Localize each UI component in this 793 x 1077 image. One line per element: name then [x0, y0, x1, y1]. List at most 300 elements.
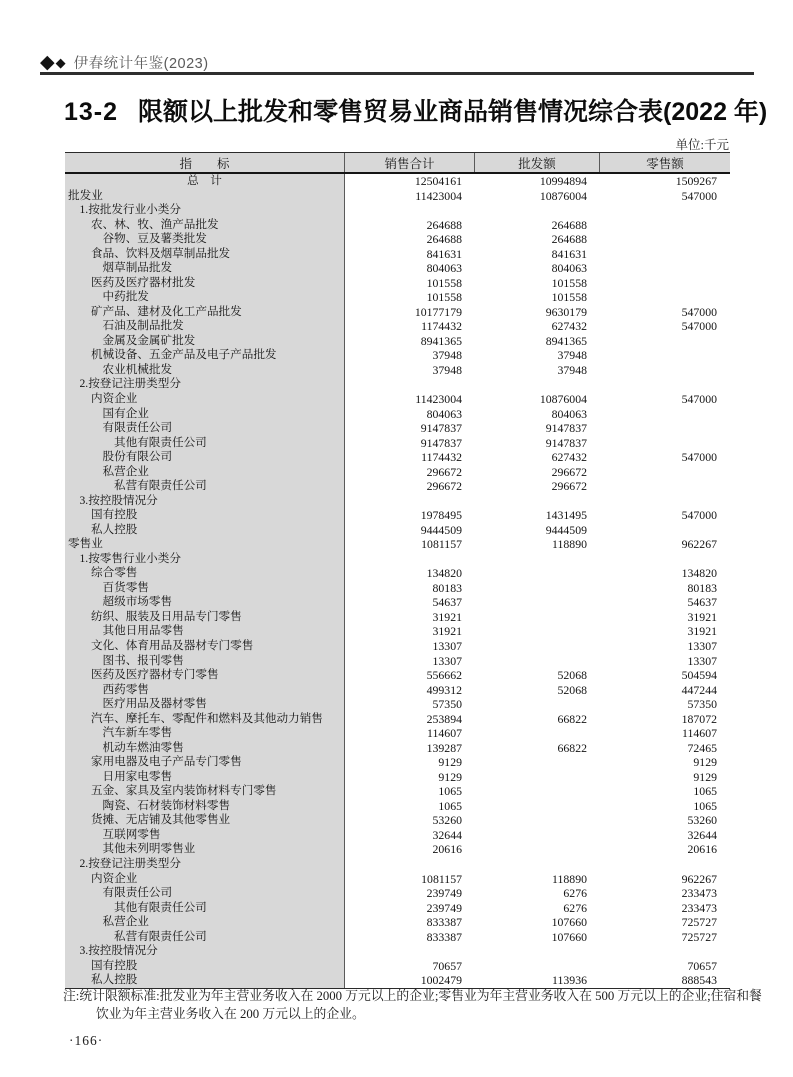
- cell-sales-total: 499312: [345, 683, 475, 698]
- table-row: [65, 407, 730, 422]
- cell-sales-total: 1065: [345, 799, 475, 814]
- table-row: [65, 828, 730, 843]
- cell-wholesale: 118890: [475, 537, 600, 552]
- cell-wholesale: [475, 842, 600, 857]
- cell-wholesale: 118890: [475, 872, 600, 887]
- cell-retail: 547000: [600, 508, 730, 523]
- cell-sales-total: [345, 203, 475, 218]
- cell-retail: [600, 363, 730, 378]
- column-header: 批发额: [475, 153, 600, 172]
- cell-wholesale: 264688: [475, 232, 600, 247]
- cell-sales-total: 8941365: [345, 334, 475, 349]
- cell-sales-total: 296672: [345, 479, 475, 494]
- cell-wholesale: [475, 610, 600, 625]
- cell-retail: 20616: [600, 842, 730, 857]
- row-label: 石油及制品批发: [65, 319, 345, 334]
- table-row: [65, 392, 730, 407]
- cell-wholesale: [475, 203, 600, 218]
- cell-sales-total: 11423004: [345, 189, 475, 204]
- row-label: 私营企业: [65, 465, 345, 480]
- diamond-icon: ◆: [40, 52, 55, 73]
- table-row: [65, 697, 730, 712]
- row-label: 内资企业: [65, 392, 345, 407]
- table-row: [65, 247, 730, 262]
- statistics-table: [65, 152, 730, 989]
- row-label: 文化、体育用品及器材专门零售: [65, 639, 345, 654]
- cell-sales-total: 1081157: [345, 872, 475, 887]
- cell-retail: 725727: [600, 915, 730, 930]
- cell-wholesale: 9147837: [475, 421, 600, 436]
- cell-sales-total: 31921: [345, 610, 475, 625]
- table-row: [65, 232, 730, 247]
- row-label: 国有控股: [65, 508, 345, 523]
- table-row: [65, 639, 730, 654]
- row-label: 其他有限责任公司: [65, 901, 345, 916]
- cell-retail: [600, 203, 730, 218]
- cell-wholesale: [475, 784, 600, 799]
- cell-sales-total: 804063: [345, 261, 475, 276]
- table-row: [65, 465, 730, 480]
- cell-retail: 547000: [600, 305, 730, 320]
- table-row: [65, 261, 730, 276]
- cell-wholesale: [475, 377, 600, 392]
- cell-wholesale: 37948: [475, 363, 600, 378]
- cell-sales-total: 54637: [345, 595, 475, 610]
- cell-retail: 80183: [600, 581, 730, 596]
- table-title-text: 限额以上批发和零售贸易业商品销售情况综合表(2022 年): [138, 98, 768, 126]
- cell-wholesale: [475, 552, 600, 567]
- row-label: 1.按批发行业小类分: [65, 203, 345, 218]
- cell-sales-total: 833387: [345, 915, 475, 930]
- cell-sales-total: 37948: [345, 348, 475, 363]
- cell-sales-total: 841631: [345, 247, 475, 262]
- cell-retail: [600, 232, 730, 247]
- table-row: [65, 915, 730, 930]
- unit-label: 单位:千元: [675, 138, 729, 152]
- table-row: [65, 334, 730, 349]
- cell-sales-total: 9147837: [345, 436, 475, 451]
- cell-retail: 9129: [600, 755, 730, 770]
- row-label: 图书、报刊零售: [65, 654, 345, 669]
- cell-sales-total: 10177179: [345, 305, 475, 320]
- row-label: 私营企业: [65, 915, 345, 930]
- table-row: [65, 930, 730, 945]
- column-header: 销售合计: [345, 153, 475, 172]
- table-number: 13-2: [64, 98, 119, 126]
- cell-wholesale: 1431495: [475, 508, 600, 523]
- table-row: [65, 813, 730, 828]
- cell-wholesale: [475, 857, 600, 872]
- cell-retail: 31921: [600, 624, 730, 639]
- cell-retail: 447244: [600, 683, 730, 698]
- cell-wholesale: 107660: [475, 930, 600, 945]
- table-row: [65, 683, 730, 698]
- cell-retail: [600, 436, 730, 451]
- cell-retail: 57350: [600, 697, 730, 712]
- cell-sales-total: 239749: [345, 886, 475, 901]
- cell-wholesale: [475, 799, 600, 814]
- row-label: 汽车、摩托车、零配件和燃料及其他动力销售: [65, 712, 345, 727]
- cell-sales-total: 101558: [345, 290, 475, 305]
- row-label: 日用家电零售: [65, 770, 345, 785]
- row-label: 中药批发: [65, 290, 345, 305]
- page-header: [40, 52, 209, 73]
- table-row: [65, 799, 730, 814]
- cell-retail: 187072: [600, 712, 730, 727]
- cell-sales-total: 13307: [345, 639, 475, 654]
- row-label: 货摊、无店铺及其他零售业: [65, 813, 345, 828]
- cell-retail: [600, 218, 730, 233]
- cell-retail: 54637: [600, 595, 730, 610]
- cell-retail: 31921: [600, 610, 730, 625]
- cell-retail: [600, 348, 730, 363]
- cell-retail: 72465: [600, 741, 730, 756]
- cell-sales-total: 264688: [345, 232, 475, 247]
- table-row: [65, 218, 730, 233]
- cell-wholesale: 101558: [475, 290, 600, 305]
- cell-retail: 53260: [600, 813, 730, 828]
- table-row: [65, 872, 730, 887]
- row-label: 有限责任公司: [65, 886, 345, 901]
- cell-wholesale: 101558: [475, 276, 600, 291]
- cell-wholesale: [475, 654, 600, 669]
- row-label: 私人控股: [65, 973, 345, 988]
- cell-wholesale: 37948: [475, 348, 600, 363]
- cell-wholesale: 804063: [475, 261, 600, 276]
- table-row: [65, 595, 730, 610]
- cell-wholesale: [475, 639, 600, 654]
- cell-sales-total: 37948: [345, 363, 475, 378]
- row-label: 机动车燃油零售: [65, 741, 345, 756]
- row-label: 总 计: [65, 174, 345, 189]
- cell-wholesale: 52068: [475, 668, 600, 683]
- cell-retail: 233473: [600, 886, 730, 901]
- cell-sales-total: 804063: [345, 407, 475, 422]
- row-label: 1.按零售行业小类分: [65, 552, 345, 567]
- cell-retail: [600, 247, 730, 262]
- cell-retail: 9129: [600, 770, 730, 785]
- column-header: 零售额: [646, 156, 684, 171]
- table-row: [65, 363, 730, 378]
- table-row: [65, 886, 730, 901]
- cell-sales-total: 9444509: [345, 523, 475, 538]
- table-row: [65, 421, 730, 436]
- cell-retail: 547000: [600, 189, 730, 204]
- row-label: 家用电器及电子产品专门零售: [65, 755, 345, 770]
- table-row: [65, 377, 730, 392]
- cell-sales-total: 9147837: [345, 421, 475, 436]
- row-label: 综合零售: [65, 566, 345, 581]
- row-label: 互联网零售: [65, 828, 345, 843]
- table-body: [65, 174, 730, 988]
- row-label: 2.按登记注册类型分: [65, 857, 345, 872]
- cell-wholesale: 627432: [475, 319, 600, 334]
- cell-retail: 504594: [600, 668, 730, 683]
- row-label: 谷物、豆及薯类批发: [65, 232, 345, 247]
- table-row: [65, 189, 730, 204]
- cell-wholesale: 9147837: [475, 436, 600, 451]
- cell-sales-total: 1065: [345, 784, 475, 799]
- row-label: 3.按控股情况分: [65, 494, 345, 509]
- cell-sales-total: 32644: [345, 828, 475, 843]
- cell-wholesale: 8941365: [475, 334, 600, 349]
- cell-retail: 962267: [600, 537, 730, 552]
- row-label: 股份有限公司: [65, 450, 345, 465]
- cell-wholesale: 264688: [475, 218, 600, 233]
- table-row: [65, 537, 730, 552]
- row-label: 食品、饮料及烟草制品批发: [65, 247, 345, 262]
- table-row: [65, 973, 730, 988]
- row-label: 3.按控股情况分: [65, 944, 345, 959]
- table-row: [65, 770, 730, 785]
- cell-retail: 134820: [600, 566, 730, 581]
- cell-sales-total: 1174432: [345, 319, 475, 334]
- cell-wholesale: [475, 770, 600, 785]
- cell-sales-total: 1174432: [345, 450, 475, 465]
- table-row: [65, 436, 730, 451]
- cell-sales-total: 12504161: [345, 174, 475, 189]
- yearbook-brand: 伊春统计年鉴(2023): [73, 56, 209, 72]
- note-line-1: 注:统计限额标准:批发业为年主营业务收入在 2000 万元以上的企业;零售业为年主营业务收入在 500 万元以上的企业;住宿和餐: [63, 989, 762, 1003]
- cell-wholesale: 107660: [475, 915, 600, 930]
- cell-wholesale: 113936: [475, 973, 600, 988]
- cell-sales-total: 53260: [345, 813, 475, 828]
- cell-wholesale: [475, 624, 600, 639]
- row-label: 国有控股: [65, 959, 345, 974]
- row-label: 农、林、牧、渔产品批发: [65, 218, 345, 233]
- table-row: [65, 726, 730, 741]
- cell-retail: 725727: [600, 930, 730, 945]
- column-header: 指 标: [65, 153, 345, 172]
- row-label: 纺织、服装及日用品专门零售: [65, 610, 345, 625]
- row-label: 农业机械批发: [65, 363, 345, 378]
- table-row: [65, 508, 730, 523]
- cell-sales-total: [345, 494, 475, 509]
- table-row: [65, 276, 730, 291]
- row-label: 金属及金属矿批发: [65, 334, 345, 349]
- cell-sales-total: 1002479: [345, 973, 475, 988]
- cell-wholesale: 9630179: [475, 305, 600, 320]
- table-row: [65, 174, 730, 189]
- cell-retail: [600, 494, 730, 509]
- cell-wholesale: [475, 494, 600, 509]
- row-label: 零售业: [65, 537, 345, 552]
- cell-retail: 547000: [600, 392, 730, 407]
- row-label: 医药及医疗器材批发: [65, 276, 345, 291]
- row-label: 私人控股: [65, 523, 345, 538]
- row-label: 其他日用品零售: [65, 624, 345, 639]
- cell-wholesale: 6276: [475, 901, 600, 916]
- table-row: [65, 624, 730, 639]
- cell-retail: 1065: [600, 799, 730, 814]
- cell-wholesale: [475, 959, 600, 974]
- cell-wholesale: [475, 813, 600, 828]
- cell-wholesale: 804063: [475, 407, 600, 422]
- row-label: 批发业: [65, 189, 345, 204]
- cell-retail: [600, 377, 730, 392]
- cell-sales-total: 264688: [345, 218, 475, 233]
- row-label: 矿产品、建材及化工产品批发: [65, 305, 345, 320]
- cell-retail: 547000: [600, 450, 730, 465]
- table-row: [65, 305, 730, 320]
- cell-wholesale: 296672: [475, 465, 600, 480]
- cell-sales-total: 9129: [345, 755, 475, 770]
- cell-retail: 32644: [600, 828, 730, 843]
- cell-sales-total: 253894: [345, 712, 475, 727]
- row-label: 五金、家具及室内装饰材料专门零售: [65, 784, 345, 799]
- cell-retail: 962267: [600, 872, 730, 887]
- table-note: [63, 988, 762, 1023]
- cell-wholesale: [475, 828, 600, 843]
- cell-sales-total: 833387: [345, 930, 475, 945]
- cell-wholesale: 841631: [475, 247, 600, 262]
- row-label: 烟草制品批发: [65, 261, 345, 276]
- cell-sales-total: 101558: [345, 276, 475, 291]
- table-row: [65, 842, 730, 857]
- row-label: 其他未列明零售业: [65, 842, 345, 857]
- table-row: [65, 901, 730, 916]
- cell-sales-total: 31921: [345, 624, 475, 639]
- table-row: [65, 319, 730, 334]
- cell-wholesale: 6276: [475, 886, 600, 901]
- cell-sales-total: 556662: [345, 668, 475, 683]
- table-row: [65, 479, 730, 494]
- cell-retail: 70657: [600, 959, 730, 974]
- cell-sales-total: [345, 857, 475, 872]
- cell-sales-total: 20616: [345, 842, 475, 857]
- cell-wholesale: 10994894: [475, 174, 600, 189]
- cell-retail: [600, 407, 730, 422]
- diamond-icon: ◆: [55, 55, 66, 70]
- cell-sales-total: 114607: [345, 726, 475, 741]
- table-row: [65, 450, 730, 465]
- cell-wholesale: [475, 755, 600, 770]
- cell-wholesale: 296672: [475, 479, 600, 494]
- cell-sales-total: 11423004: [345, 392, 475, 407]
- cell-retail: [600, 479, 730, 494]
- cell-retail: [600, 944, 730, 959]
- cell-retail: [600, 290, 730, 305]
- cell-sales-total: 139287: [345, 741, 475, 756]
- table-row: [65, 712, 730, 727]
- cell-retail: 1509267: [600, 174, 730, 189]
- row-label: 机械设备、五金产品及电子产品批发: [65, 348, 345, 363]
- cell-wholesale: 66822: [475, 712, 600, 727]
- table-row: [65, 552, 730, 567]
- table-row: [65, 755, 730, 770]
- cell-sales-total: [345, 552, 475, 567]
- row-label: 私营有限责任公司: [65, 479, 345, 494]
- row-label: 超级市场零售: [65, 595, 345, 610]
- cell-sales-total: 1978495: [345, 508, 475, 523]
- cell-retail: 888543: [600, 973, 730, 988]
- header-rule: [40, 72, 754, 75]
- cell-retail: [600, 523, 730, 538]
- cell-wholesale: [475, 726, 600, 741]
- row-label: 其他有限责任公司: [65, 436, 345, 451]
- cell-wholesale: 66822: [475, 741, 600, 756]
- cell-wholesale: 10876004: [475, 392, 600, 407]
- table-row: [65, 290, 730, 305]
- row-label: 陶瓷、石材装饰材料零售: [65, 799, 345, 814]
- table-row: [65, 523, 730, 538]
- row-label: 内资企业: [65, 872, 345, 887]
- note-line-2: 饮业为年主营业务收入在 200 万元以上的企业。: [96, 1006, 365, 1021]
- row-label: 汽车新车零售: [65, 726, 345, 741]
- table-row: [65, 784, 730, 799]
- cell-wholesale: [475, 566, 600, 581]
- row-label: 国有企业: [65, 407, 345, 422]
- table-row: [65, 944, 730, 959]
- table-row: [65, 668, 730, 683]
- table-row: [65, 566, 730, 581]
- cell-retail: [600, 261, 730, 276]
- page-title: [64, 92, 767, 128]
- page-number: ·166·: [69, 1033, 104, 1048]
- row-label: 有限责任公司: [65, 421, 345, 436]
- cell-sales-total: 57350: [345, 697, 475, 712]
- cell-retail: [600, 421, 730, 436]
- cell-sales-total: [345, 377, 475, 392]
- cell-sales-total: [345, 944, 475, 959]
- table-row: [65, 494, 730, 509]
- cell-sales-total: 70657: [345, 959, 475, 974]
- table-row: [65, 348, 730, 363]
- cell-wholesale: [475, 581, 600, 596]
- row-label: 医疗用品及器材零售: [65, 697, 345, 712]
- cell-sales-total: 296672: [345, 465, 475, 480]
- table-row: [65, 741, 730, 756]
- cell-retail: [600, 465, 730, 480]
- table-row: [65, 610, 730, 625]
- cell-retail: 1065: [600, 784, 730, 799]
- row-label: 百货零售: [65, 581, 345, 596]
- table-row: [65, 581, 730, 596]
- cell-retail: 114607: [600, 726, 730, 741]
- row-label: 西药零售: [65, 683, 345, 698]
- cell-retail: 13307: [600, 639, 730, 654]
- cell-retail: 13307: [600, 654, 730, 669]
- table-row: [65, 654, 730, 669]
- cell-wholesale: [475, 697, 600, 712]
- cell-sales-total: 1081157: [345, 537, 475, 552]
- table-header-row: [65, 153, 730, 174]
- cell-retail: [600, 552, 730, 567]
- cell-retail: 233473: [600, 901, 730, 916]
- cell-wholesale: 52068: [475, 683, 600, 698]
- cell-retail: 547000: [600, 319, 730, 334]
- cell-retail: [600, 857, 730, 872]
- cell-wholesale: 10876004: [475, 189, 600, 204]
- cell-wholesale: 9444509: [475, 523, 600, 538]
- cell-sales-total: 80183: [345, 581, 475, 596]
- row-label: 2.按登记注册类型分: [65, 377, 345, 392]
- cell-wholesale: 627432: [475, 450, 600, 465]
- table-row: [65, 203, 730, 218]
- row-label: 私营有限责任公司: [65, 930, 345, 945]
- table-row: [65, 857, 730, 872]
- row-label: 医药及医疗器材专门零售: [65, 668, 345, 683]
- table-row: [65, 959, 730, 974]
- cell-retail: [600, 334, 730, 349]
- cell-retail: [600, 276, 730, 291]
- cell-sales-total: 134820: [345, 566, 475, 581]
- cell-sales-total: 13307: [345, 654, 475, 669]
- cell-sales-total: 9129: [345, 770, 475, 785]
- cell-sales-total: 239749: [345, 901, 475, 916]
- cell-wholesale: [475, 944, 600, 959]
- cell-wholesale: [475, 595, 600, 610]
